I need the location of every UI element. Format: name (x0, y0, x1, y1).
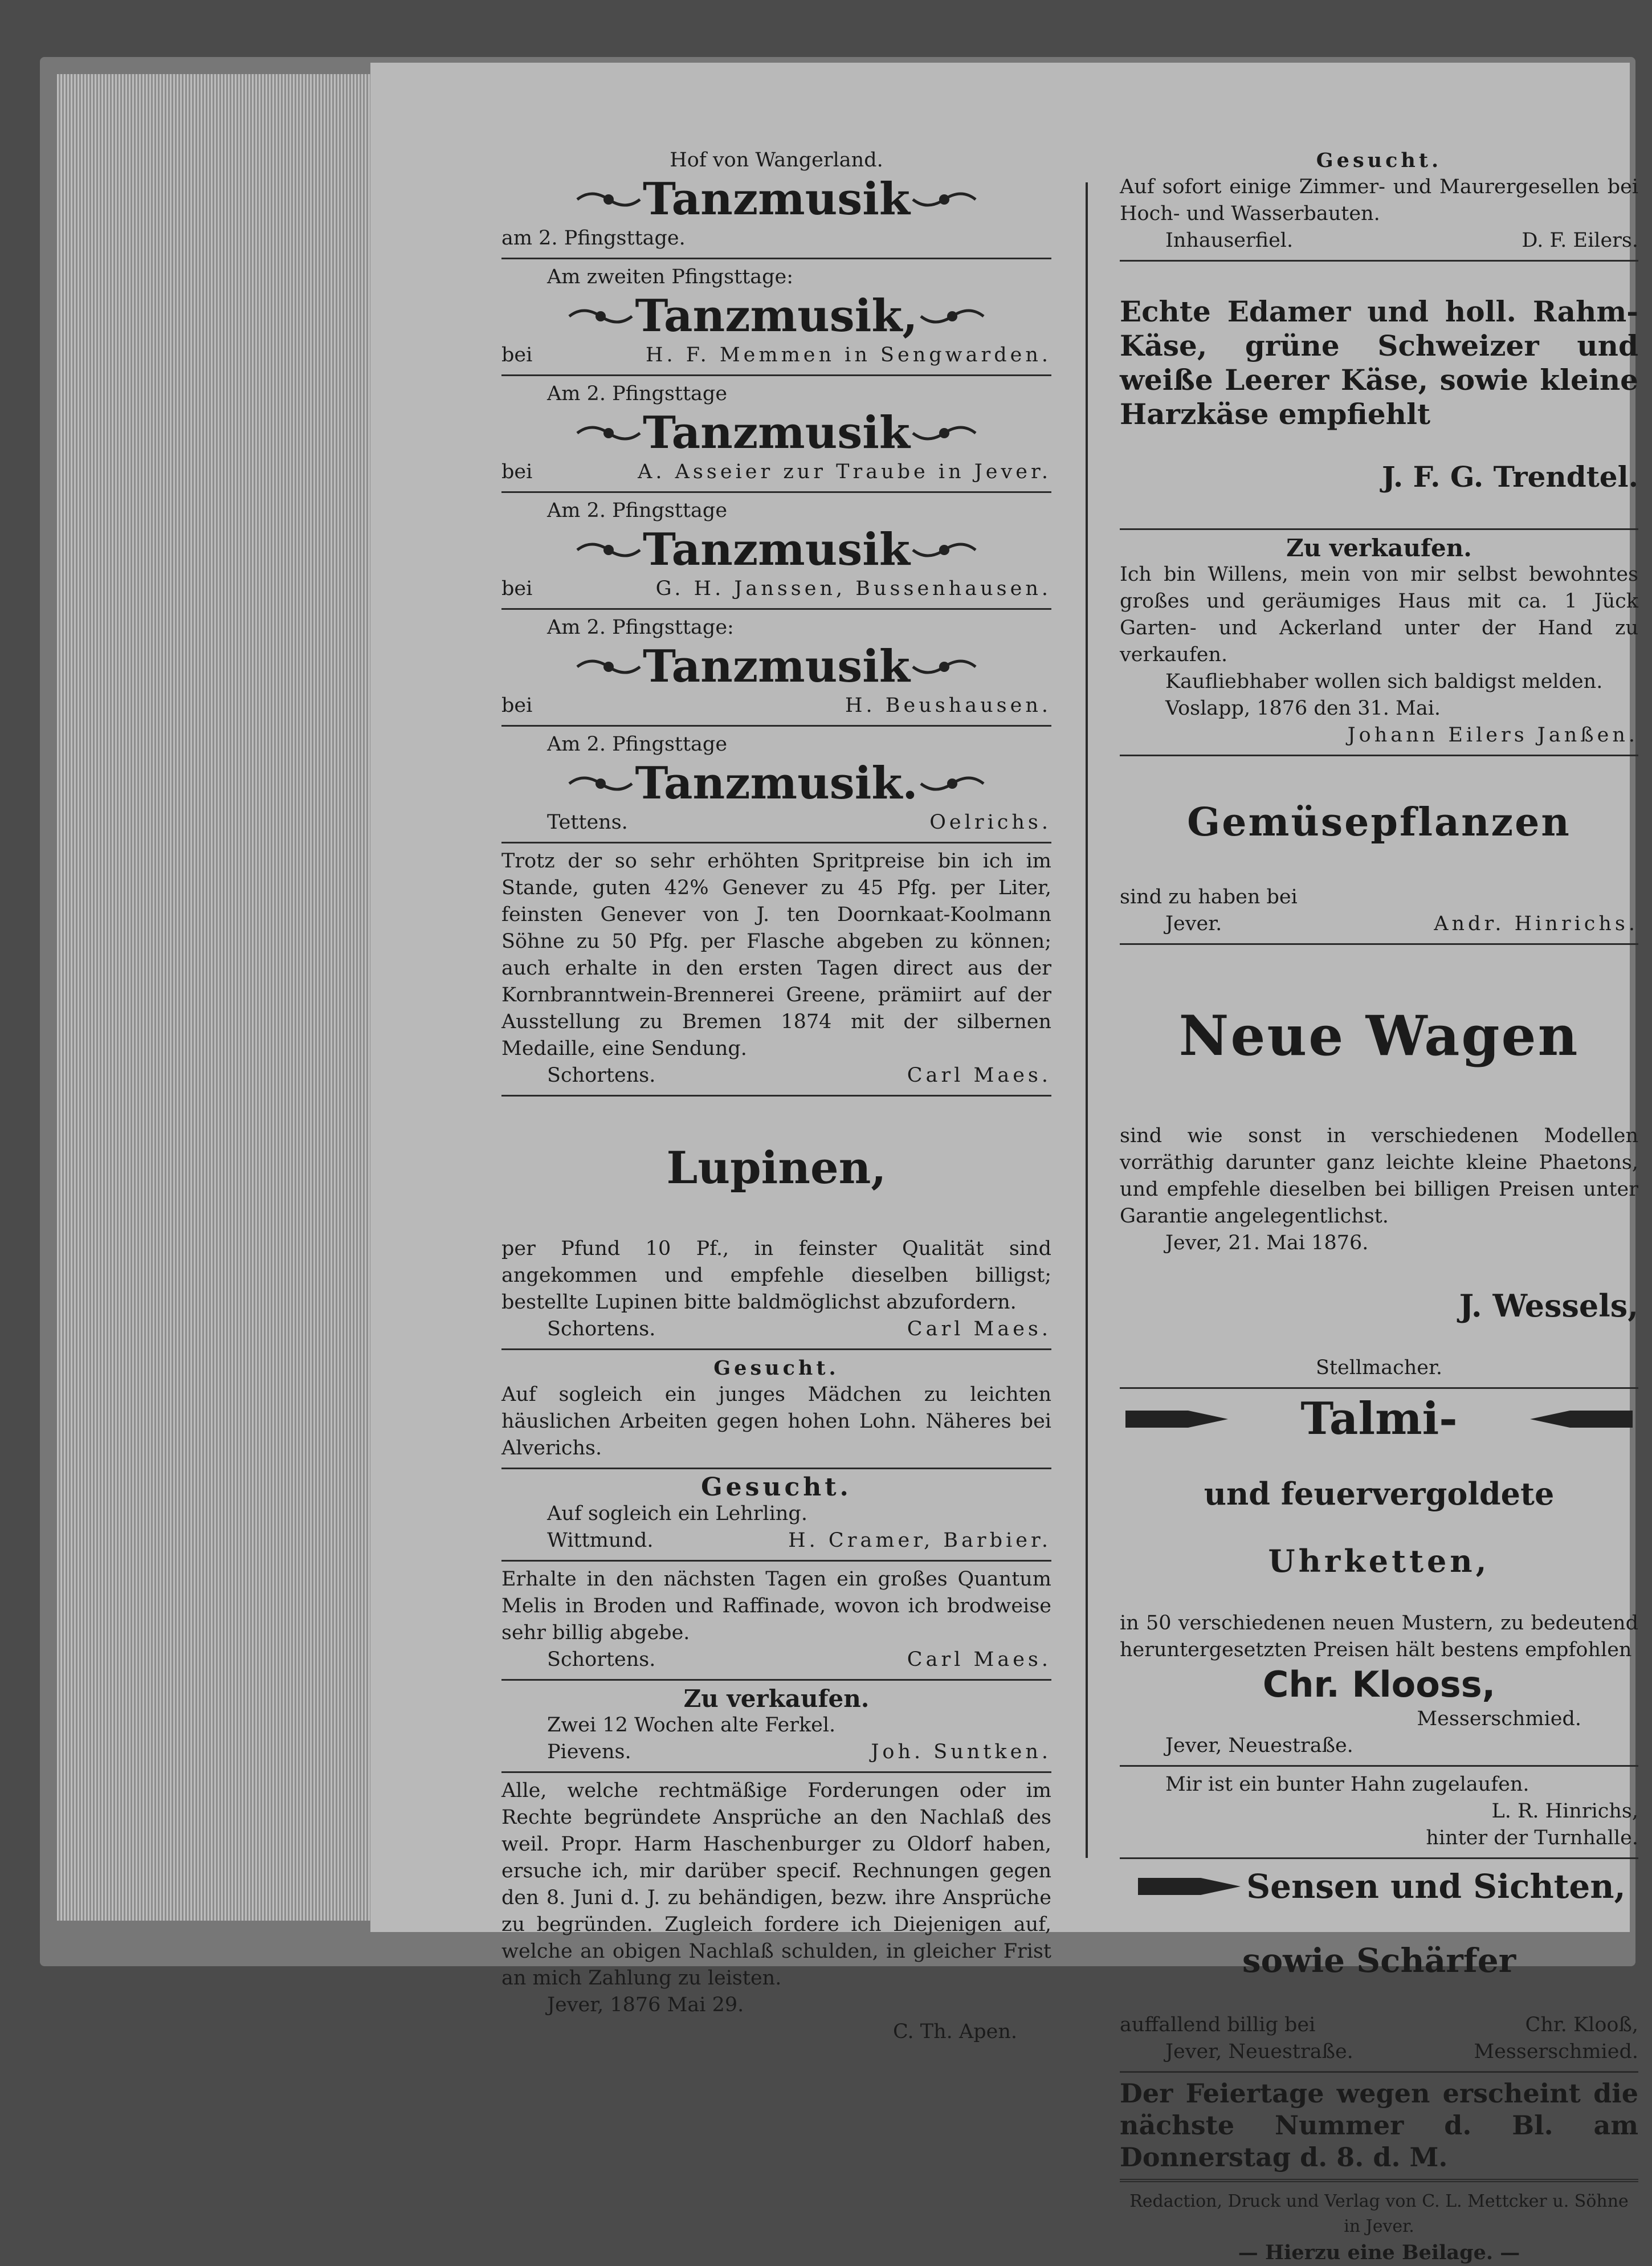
ad-signature: Johann Eilers Janßen. (1347, 724, 1638, 747)
ornament-icon (910, 419, 978, 447)
ad-heading: Am 2. Pfingsttage (547, 499, 728, 522)
ad-signature: L. R. Hinrichs, (1491, 1800, 1638, 1823)
ad-signature: Carl Maes. (907, 1064, 1051, 1087)
page-edges (57, 74, 376, 1921)
ad-signature: C. Th. Apen. (893, 2020, 1017, 2043)
ad-text: Erhalte in den nächsten Tagen ein großes Quantum Melis in Broden und Raffinade, wovon ich brodweise sehr billig abgebe. (501, 1568, 1051, 1644)
ad-signature: H. Cramer, Barbier. (788, 1529, 1051, 1552)
ad-signature-row (501, 809, 1051, 836)
ad-sensen (1120, 1859, 1638, 2073)
ad-date: Jever, 21. Mai 1876. (1165, 1232, 1369, 1254)
footer-imprint: Redaction, Druck und Verlag von C. L. Mettcker u. Söhne in Jever. (1129, 2191, 1629, 2236)
ad-lupinen (501, 1097, 1051, 1350)
ad-signature-row (501, 1062, 1051, 1089)
ad-title: Lupinen, (666, 1142, 887, 1194)
ad-text: Auf sogleich ein Lehrling. (547, 1502, 807, 1525)
ornament-icon (918, 303, 986, 330)
ad-gesucht-lehrling (501, 1469, 1051, 1562)
ad-text: Alle, welche rechtmäßige Forderungen oder im Rechte begründete Ansprüche an den Nachlaß des weil. Propr. Harm Haschenburger zu Oldorf haben, ersuche ich, mir darüber specif. Rechnungen gegen den 8. Juni d. J. zu behändigen, bezw. ihre Ansprüche zu begründen. Zugleich fordere ich Diejenigen auf, welche an obigen Nachlaß schulden, in gleicher Frist an mich Zahlung zu leisten. (501, 1779, 1051, 1990)
ad-signature-row (501, 1527, 1051, 1554)
ad-line: sind zu haben bei (1120, 886, 1298, 908)
ad-text: Ich bin Willens, mein von mir selbst bewohntes großes und geräumiges Haus mit ca. 1 Jück Garten- und Ackerland unter der Hand zu verkaufen. (1120, 563, 1638, 666)
ad-gemuesepflanzen (1120, 756, 1638, 945)
ornament-icon (574, 186, 643, 213)
ad-signature: Chr. Klooss, (1262, 1664, 1496, 1705)
ad-signature-row (501, 692, 1051, 719)
ad-signature: Joh. Suntken. (871, 1741, 1051, 1763)
ad-text: Trotz der so sehr erhöhten Spritpreise bin ich im Stande, guten 42% Genever zu 45 Pfg. per Liter, feinsten Genever von J. ten Doornkaat-Koolmann Söhne zu 50 Pfg. per Flasche abgeben zu können; auch erhalte in den ersten Tagen direct aus der Kornbranntwein-Brennerei Greene, prämiirt auf der Ausstellung zu Bremen 1874 mit der silbernen Medaille, eine Sendung. (501, 850, 1051, 1060)
ad-title-row (1120, 1393, 1638, 1445)
ad-title-2: sowie Schärfer (1242, 1941, 1516, 1980)
ad-title-1: Sensen und Sichten, (1246, 1867, 1626, 1906)
ad-title: Tanzmusik (643, 641, 910, 692)
ad-signature: G. H. Janssen, Bussenhausen. (655, 577, 1051, 600)
ad-memmen (501, 259, 1051, 376)
ad-date: Voslapp, 1876 den 31. Mai. (1165, 697, 1441, 720)
ad-prefix: bei (501, 344, 533, 366)
ad-heading: Am zweiten Pfingsttage: (547, 266, 794, 288)
pointing-hand-icon (1524, 1396, 1638, 1442)
ad-signature: Chr. Klooß, (1525, 2014, 1638, 2036)
ad-heading: Am 2. Pfingsttage (547, 382, 728, 405)
ad-signature: Oelrichs. (929, 811, 1051, 834)
ad-title: Zu verkaufen. (683, 1685, 870, 1713)
ad-signature-row (501, 342, 1051, 369)
ad-role: Messerschmied. (1474, 2040, 1638, 2063)
ad-title-row (501, 291, 1051, 342)
ad-place: Jever, Neuestraße. (1165, 2040, 1353, 2063)
ad-neue-wagen (1120, 945, 1638, 1389)
ad-signature-row (501, 1646, 1051, 1673)
ad-title-row (501, 174, 1051, 225)
footer-supplement: — Hierzu eine Beilage. — (1238, 2241, 1520, 2264)
ad-title: Gesucht. (1316, 149, 1442, 172)
ad-text: Mir ist ein bunter Hahn zugelaufen. (1165, 1773, 1529, 1796)
column-divider (1086, 182, 1088, 1858)
ad-place: Jever. (1165, 912, 1222, 935)
ad-nachlass (501, 1773, 1051, 2045)
ad-place-row (1120, 2039, 1638, 2065)
ad-place: hinter der Turnhalle. (1426, 1827, 1638, 1849)
ad-asseier (501, 376, 1051, 493)
ad-place: Tettens. (547, 811, 628, 834)
ad-uhrketten (1120, 1389, 1638, 1767)
ad-signature-row (501, 1739, 1051, 1766)
ornament-icon (574, 419, 643, 447)
ad-title-row (501, 641, 1051, 692)
ad-heading: Am 2. Pfingsttage (547, 733, 728, 756)
ad-haus-verkaufen (1120, 530, 1638, 756)
ad-title-row (501, 407, 1051, 459)
ornament-icon (566, 770, 635, 797)
ornament-icon (910, 536, 978, 564)
left-column (501, 142, 1051, 2045)
ad-signature-row (1120, 911, 1638, 938)
ornament-icon (574, 653, 643, 680)
ad-title: Tanzmusik, (635, 290, 918, 342)
ad-heading: Am 2. Pfingsttage: (547, 616, 734, 639)
ad-text: Auf sogleich ein junges Mädchen zu leichten häuslichen Arbeiten gegen hohen Lohn. Näheres bei Alverichs. (501, 1383, 1051, 1460)
ad-title: Zu verkaufen. (1286, 534, 1472, 562)
ad-genever (501, 843, 1051, 1097)
ad-janssen (501, 493, 1051, 610)
ad-title: Tanzmusik (643, 407, 910, 459)
pointing-hand-icon (1120, 1396, 1234, 1442)
pointing-hand-icon (1132, 1864, 1246, 1909)
ad-signature: A. Asseier zur Traube in Jever. (638, 460, 1051, 483)
ad-line: am 2. Pfingsttage. (501, 227, 686, 250)
ad-role: Messerschmied. (1417, 1707, 1581, 1730)
ad-title: Gesucht. (701, 1473, 852, 1502)
ad-melis (501, 1562, 1051, 1681)
ad-place: Pievens. (547, 1741, 631, 1763)
ad-title-3: Uhrketten, (1268, 1543, 1490, 1579)
ad-date: Jever, 1876 Mai 29. (547, 1994, 744, 2016)
ad-title-row (1120, 1864, 1638, 1909)
ad-title: Tanzmusik (643, 524, 910, 576)
ad-beushausen (501, 610, 1051, 727)
ad-gesucht-gesellen (1120, 142, 1638, 262)
ad-signature: Carl Maes. (907, 1648, 1051, 1671)
ad-signature: D. F. Eilers. (1522, 229, 1638, 252)
ad-gesucht-maedchen (501, 1350, 1051, 1469)
ad-title: Tanzmusik. (635, 757, 918, 809)
ornament-icon (910, 186, 978, 213)
right-column (1120, 142, 1638, 2266)
notice-text: Der Feiertage wegen erscheint die nächste Nummer d. Bl. am Donnerstag d. 8. d. M. (1120, 2078, 1638, 2173)
ad-oelrichs (501, 727, 1051, 843)
ad-place: Schortens. (547, 1064, 656, 1087)
ad-place: Wittmund. (547, 1529, 654, 1552)
ad-hof-von-wangerland (501, 142, 1051, 259)
ad-title: Gemüsepflanzen (1187, 800, 1571, 845)
ad-title: Gesucht. (713, 1356, 839, 1380)
ad-place: Schortens. (547, 1648, 656, 1671)
ad-title-row (501, 758, 1051, 809)
ad-signature-row (1120, 227, 1638, 254)
ornament-icon (918, 770, 986, 797)
ad-title-1: Talmi- (1300, 1393, 1458, 1445)
ad-signature-row (501, 1316, 1051, 1343)
ad-text: sind wie sonst in verschiedenen Modellen vorräthig darunter ganz leichte kleine Phaetons, und empfehle dieselben bei billigen Preisen unter Garantie angelegentlichst. (1120, 1124, 1638, 1228)
ad-text: Echte Edamer und holl. Rahm-Käse, grüne Schweizer und weiße Leerer Käse, sowie kleine Harzkäse empfiehlt (1120, 295, 1638, 431)
ad-signature: H. F. Memmen in Sengwarden. (645, 344, 1051, 366)
ad-ferkel (501, 1681, 1051, 1773)
notice-feiertage (1120, 2073, 1638, 2182)
ad-prefix: bei (501, 577, 533, 600)
ad-text: in 50 verschiedenen neuen Mustern, zu bedeutend heruntergesetzten Preisen hält bestens empfohlen (1120, 1612, 1638, 1661)
ad-signature: H. Beushausen. (845, 694, 1051, 717)
ornament-icon (574, 536, 643, 564)
ad-heading: Hof von Wangerland. (670, 149, 883, 172)
ad-text: per Pfund 10 Pf., in feinster Qualität sind angekommen und empfehle dieselben billigst; bestellte Lupinen bitte baldmöglichst abzufordern. (501, 1237, 1051, 1314)
ad-place: Schortens. (547, 1318, 656, 1340)
ornament-icon (566, 303, 635, 330)
ad-text: Auf sofort einige Zimmer- und Maurergesellen bei Hoch- und Wasserbauten. (1120, 176, 1638, 225)
ad-kaese (1120, 262, 1638, 530)
ad-signature: Carl Maes. (907, 1318, 1051, 1340)
ad-place: Inhauserfiel. (1165, 229, 1294, 252)
ad-signature-row (1120, 2012, 1638, 2039)
ad-text: Zwei 12 Wochen alte Ferkel. (547, 1714, 836, 1737)
ad-title: Tanzmusik (643, 173, 910, 225)
footer (1120, 2182, 1638, 2266)
ad-signature-row (501, 459, 1051, 486)
ad-text: auffallend billig bei (1120, 2014, 1316, 2036)
ad-prefix: bei (501, 694, 533, 717)
ad-signature: Andr. Hinrichs. (1434, 912, 1638, 935)
ad-signature-row (501, 576, 1051, 602)
ornament-icon (910, 653, 978, 680)
ad-signature: J. F. G. Trendtel. (1382, 460, 1638, 494)
ad-signature: J. Wessels, (1459, 1287, 1638, 1324)
ad-role: Stellmacher. (1315, 1356, 1443, 1379)
ad-title: Neue Wagen (1178, 1004, 1580, 1068)
ad-title-row (501, 524, 1051, 576)
ad-hahn (1120, 1767, 1638, 1859)
ad-title-2: und feuervergoldete (1204, 1476, 1555, 1512)
ad-text-2: Kaufliebhaber wollen sich baldigst melden. (1165, 670, 1603, 693)
ad-prefix: bei (501, 460, 533, 483)
ad-place: Jever, Neuestraße. (1165, 1734, 1353, 1757)
